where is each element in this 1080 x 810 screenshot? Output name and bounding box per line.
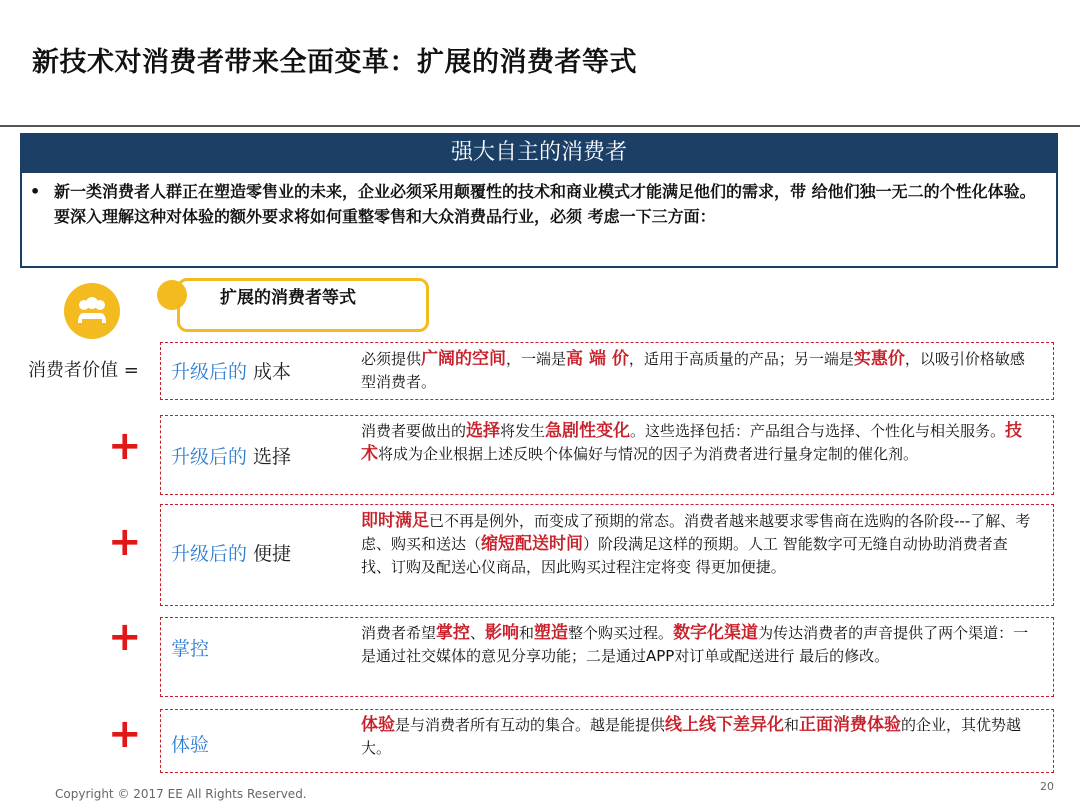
desc-text: 的企业，其优势越大。 <box>361 716 1022 757</box>
equation-lhs: 消费者价值 = <box>28 360 139 381</box>
highlight-text: 高 端 价 <box>566 349 629 369</box>
desc-text: ，适用于高质量的产品；另一端是 <box>628 350 854 368</box>
people-group-icon <box>64 283 120 339</box>
title-divider <box>0 125 1080 127</box>
desc-text: 将成为企业根据上述反映个体偏好与情况的因子为消费者进行量身定制的催化剂。 <box>378 445 919 463</box>
desc-text: ，一端是 <box>506 350 567 368</box>
desc-text: 消费者要做出的 <box>361 422 467 440</box>
row-key: 掌控 <box>171 638 210 660</box>
desc-text: 整个购买过程。 <box>568 624 674 642</box>
highlight-text: 数字化渠道 <box>673 623 759 643</box>
intro-box <box>20 173 1058 268</box>
highlight-text: 体验 <box>361 715 395 735</box>
page-number: 20 <box>1040 780 1054 793</box>
row-convenience <box>160 504 1054 606</box>
desc-text: ，以吸引价格敏感型消费者。 <box>361 350 1025 391</box>
highlight-text: 即时满足 <box>361 511 429 531</box>
desc-text: 已不再是例外，而变成了预期的常态。消费者越来越要求零售商在选购的各阶段---了解、考虑、购买和送达（ <box>361 512 1031 553</box>
highlight-text: 线上线下差异化 <box>665 715 785 735</box>
desc-text: ）阶段满足这样的预期。人工 智能数字可无缝自动协助消费者查找、订购及配送心仪商品，因此购买过程注定将变 得更加便捷。 <box>361 535 1008 576</box>
highlight-text: 塑造 <box>534 623 569 643</box>
plus-sign-2: + <box>108 519 142 565</box>
row-desc <box>361 510 1036 579</box>
desc-text: 为传达消费者的声音提供了两个渠道：一是通过社交媒体的意见分享功能；二是通过APP对订单或配送进行 最后的修改。 <box>361 624 1029 665</box>
desc-text: 必须提供 <box>361 350 422 368</box>
row-control <box>160 617 1054 697</box>
row-desc <box>361 714 1036 760</box>
desc-text: 、 <box>470 624 486 642</box>
section-header-bar: 强大自主的消费者 <box>20 133 1058 173</box>
equation-label: 扩展的消费者等式 <box>220 288 356 308</box>
row-key: 升级后的 成本 <box>171 361 292 383</box>
highlight-text: 掌控 <box>436 623 471 643</box>
highlight-text: 广阔的空间 <box>421 349 507 369</box>
row-key: 升级后的 便捷 <box>171 543 292 565</box>
intro-text: 新一类消费者人群正在塑造零售业的未来，企业必须采用颠覆性的技术和商业模式才能满足他们的需求，带 给他们独一无二的个性化体验。要深入理解这种对体验的额外要求将如何重整零售和大众消费品行业，必须 考虑一下三方面： <box>54 182 1036 226</box>
desc-text: 是与消费者所有互动的集合。越是能提供 <box>395 716 666 734</box>
page-title: 新技术对消费者带来全面变革：扩展的消费者等式 <box>32 47 637 78</box>
intro-bullet: • <box>30 182 41 201</box>
highlight-text: 选择 <box>466 421 501 441</box>
row-key: 升级后的 选择 <box>171 446 292 468</box>
highlight-text: 影响 <box>485 623 520 643</box>
desc-text: 消费者希望 <box>361 624 437 642</box>
desc-text: 和 <box>784 716 800 734</box>
copyright-footer: Copyright © 2017 EE All Rights Reserved. <box>55 787 307 801</box>
row-experience <box>160 709 1054 773</box>
row-cost <box>160 342 1054 400</box>
label-knob <box>157 280 187 310</box>
plus-sign-1: + <box>108 423 142 469</box>
highlight-text: 缩短配送时间 <box>481 534 584 554</box>
equation-label-box <box>177 278 429 332</box>
desc-text: 将发生 <box>500 422 546 440</box>
desc-text: 。这些选择包括：产品组合与选择、个性化与相关服务。 <box>630 422 1006 440</box>
row-key: 体验 <box>171 734 210 756</box>
desc-text: 和 <box>519 624 535 642</box>
highlight-text: 实惠价 <box>853 349 905 369</box>
highlight-text: 技术 <box>361 421 1023 464</box>
row-desc <box>361 622 1036 668</box>
row-choice <box>160 415 1054 495</box>
highlight-text: 正面消费体验 <box>799 715 902 735</box>
plus-sign-3: + <box>108 614 142 660</box>
row-desc <box>361 420 1036 466</box>
highlight-text: 急剧性变化 <box>545 421 631 441</box>
row-desc <box>361 348 1036 394</box>
plus-sign-4: + <box>108 711 142 757</box>
